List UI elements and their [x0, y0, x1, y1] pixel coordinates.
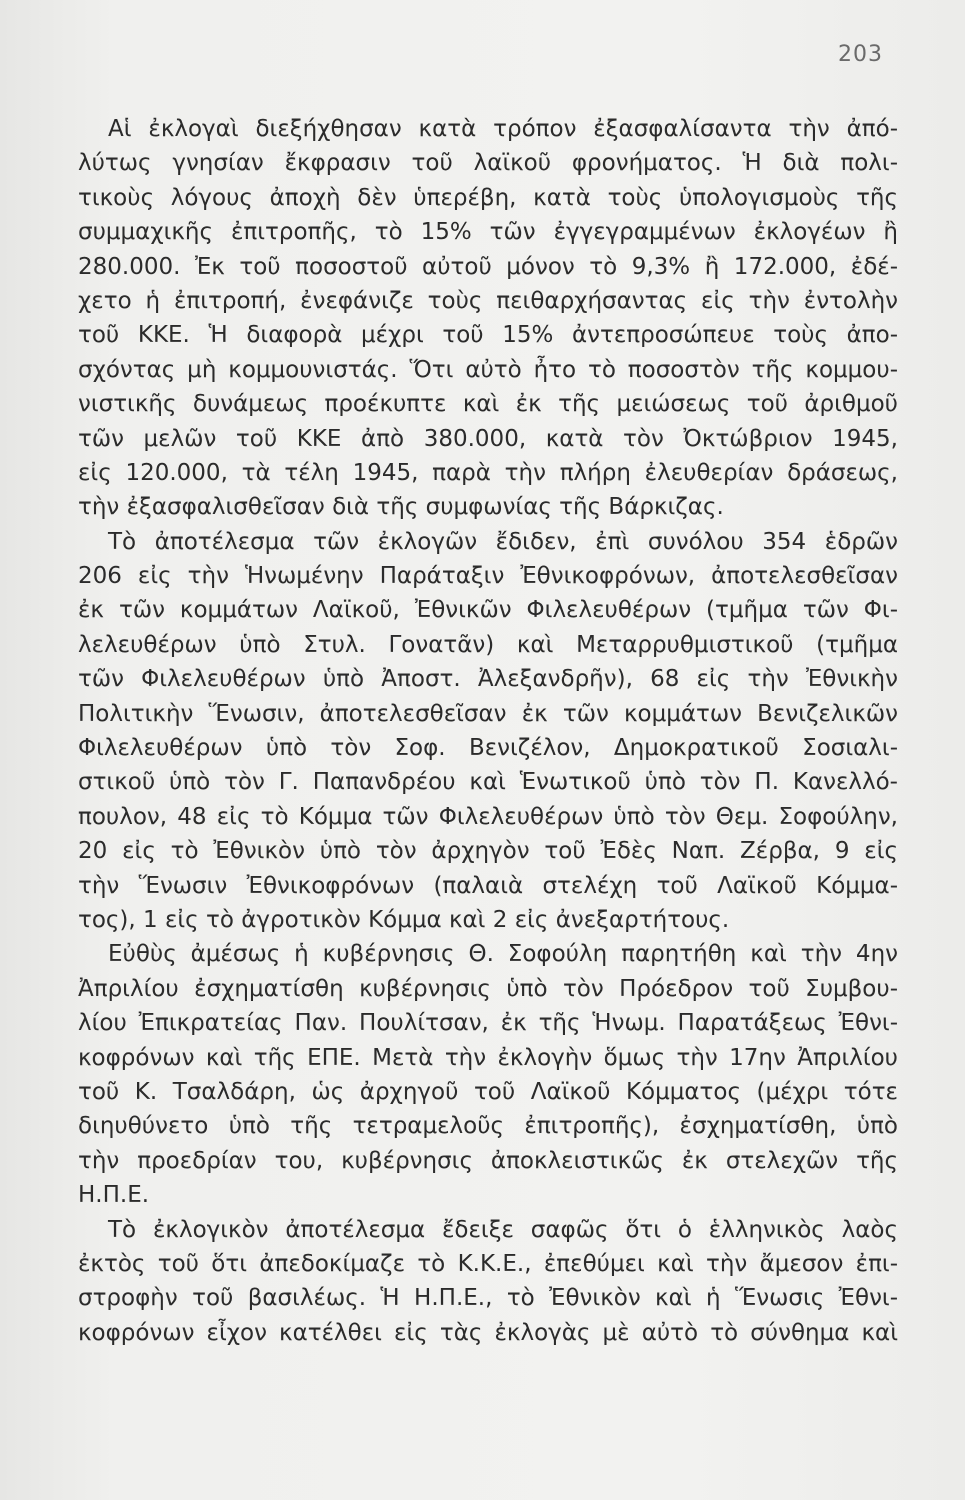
text-line: 20 εἰς τὸ Ἐθνικὸν ὑπὸ τὸν ἀρχηγὸν τοῦ Ἐδὲς Ναπ. Ζέρβα, 9 εἰς — [78, 838, 898, 865]
text-line: Φιλελευθέρων ὑπὸ τὸν Σοφ. Βενιζέλον, Δημοκρατικοῦ Σοσιαλι- — [78, 735, 898, 762]
text-line: Τὸ ἐκλογικὸν ἀποτέλεσμα ἔδειξε σαφῶς ὅτι ὁ ἑλληνικὸς λαὸς — [108, 1216, 898, 1243]
body-text — [78, 112, 898, 1350]
text-line: λύτως γνησίαν ἔκφρασιν τοῦ λαϊκοῦ φρονήματος. Ἡ διὰ πολι- — [78, 150, 898, 177]
text-line: σχόντας μὴ κομμουνιστάς. Ὅτι αὐτὸ ἦτο τὸ ποσοστὸν τῆς κομμου- — [78, 356, 898, 383]
text-line: στικοῦ ὑπὸ τὸν Γ. Παπανδρέου καὶ Ἑνωτικοῦ ὑπὸ τὸν Π. Κανελλό- — [78, 769, 898, 796]
text-line: λελευθέρων ὑπὸ Στυλ. Γονατᾶν) καὶ Μεταρρυθμιστικοῦ (τμῆμα — [78, 631, 898, 658]
text-line: εἰς 120.000, τὰ τέλη 1945, παρὰ τὴν πλήρη ἐλευθερίαν δράσεως, — [78, 459, 898, 486]
text-line: ἐκτὸς τοῦ ὅτι ἀπεδοκίμαζε τὸ Κ.Κ.Ε., ἐπεθύμει καὶ τὴν ἄμεσον ἐπι- — [78, 1250, 898, 1277]
text-line: τὴν ἐξασφαλισθεῖσαν διὰ τῆς συμφωνίας τῆς Βάρκιζας. — [78, 494, 724, 521]
paragraph — [78, 1213, 898, 1351]
text-line: Η.Π.Ε. — [78, 1182, 150, 1209]
text-line: νιστικῆς δυνάμεως προέκυπτε καὶ ἐκ τῆς μειώσεως τοῦ ἀριθμοῦ — [78, 391, 898, 418]
text-line: Πολιτικὴν Ἕνωσιν, ἀποτελεσθεῖσαν ἐκ τῶν κομμάτων Βενιζελικῶν — [78, 700, 898, 727]
text-line: τὴν Ἕνωσιν Ἐθνικοφρόνων (παλαιὰ στελέχη τοῦ Λαϊκοῦ Κόμμα- — [78, 872, 898, 899]
page-number: 203 — [838, 42, 883, 67]
text-line: τοῦ ΚΚΕ. Ἡ διαφορὰ μέχρι τοῦ 15% ἀντεπροσώπευε τοὺς ἀπο- — [78, 322, 898, 349]
text-line: Τὸ ἀποτέλεσμα τῶν ἐκλογῶν ἔδιδεν, ἐπὶ συνόλου 354 ἑδρῶν — [108, 528, 898, 555]
text-line: τοῦ Κ. Τσαλδάρη, ὡς ἀρχηγοῦ τοῦ Λαϊκοῦ Κόμματος (μέχρι τότε — [78, 1078, 898, 1105]
text-line: τικοὺς λόγους ἀποχὴ δὲν ὑπερέβη, κατὰ τοὺς ὑπολογισμοὺς τῆς — [78, 184, 898, 211]
text-line: κοφρόνων καὶ τῆς ΕΠΕ. Μετὰ τὴν ἐκλογὴν ὅμως τὴν 17ην Ἀπριλίου — [78, 1044, 898, 1071]
text-line: χετο ἡ ἐπιτροπή, ἐνεφάνιζε τοὺς πειθαρχήσαντας εἰς τὴν ἐντολὴν — [78, 287, 898, 314]
text-line: Αἱ ἐκλογαὶ διεξήχθησαν κατὰ τρόπον ἐξασφαλίσαντα τὴν ἀπό- — [108, 116, 898, 142]
paragraph — [78, 525, 898, 938]
text-line: Ἀπριλίου ἐσχηματίσθη κυβέρνησις ὑπὸ τὸν Πρόεδρον τοῦ Συμβου- — [78, 975, 898, 1002]
text-line: λίου Ἐπικρατείας Παν. Πουλίτσαν, ἐκ τῆς Ἡνωμ. Παρατάξεως Ἐθνι- — [78, 1010, 898, 1037]
text-line: τῶν μελῶν τοῦ ΚΚΕ ἀπὸ 380.000, κατὰ τὸν Ὀκτώβριον 1945, — [78, 425, 898, 452]
text-line: 280.000. Ἐκ τοῦ ποσοστοῦ αὐτοῦ μόνον τὸ 9,3% ἢ 172.000, ἐδέ- — [78, 253, 898, 280]
text-line: κοφρόνων εἶχον κατέλθει εἰς τὰς ἐκλογὰς μὲ αὐτὸ τὸ σύνθημα καὶ — [78, 1319, 898, 1346]
paragraph — [78, 937, 898, 1212]
text-line: Εὐθὺς ἀμέσως ἡ κυβέρνησις Θ. Σοφούλη παρητήθη καὶ τὴν 4ην — [108, 941, 898, 968]
text-line: 206 εἰς τὴν Ἡνωμένην Παράταξιν Ἐθνικοφρόνων, ἀποτελεσθεῖσαν — [78, 563, 898, 590]
text-line: στροφὴν τοῦ βασιλέως. Ἡ Η.Π.Ε., τὸ Ἐθνικὸν καὶ ἡ Ἕνωσις Ἐθνι- — [78, 1285, 898, 1312]
text-line: πουλον, 48 εἰς τὸ Κόμμα τῶν Φιλελευθέρων ὑπὸ τὸν Θεμ. Σοφούλην, — [78, 803, 898, 830]
text-line: ἐκ τῶν κομμάτων Λαϊκοῦ, Ἐθνικῶν Φιλελευθέρων (τμῆμα τῶν Φι- — [78, 597, 898, 624]
text-line: τὴν προεδρίαν του, κυβέρνησις ἀποκλειστικῶς ἐκ στελεχῶν τῆς — [78, 1147, 898, 1174]
paragraph — [78, 112, 898, 525]
text-line: διηυθύνετο ὑπὸ τῆς τετραμελοῦς ἐπιτροπῆς), ἐσχηματίσθη, ὑπὸ — [78, 1113, 898, 1140]
text-line: συμμαχικῆς ἐπιτροπῆς, τὸ 15% τῶν ἐγγεγραμμένων ἐκλογέων ἢ — [78, 219, 898, 246]
text-line: τος), 1 εἰς τὸ ἀγροτικὸν Κόμμα καὶ 2 εἰς ἀνεξαρτήτους. — [78, 906, 730, 933]
text-line: τῶν Φιλελευθέρων ὑπὸ Ἀποστ. Ἀλεξανδρῆν), 68 εἰς τὴν Ἐθνικὴν — [78, 666, 898, 693]
